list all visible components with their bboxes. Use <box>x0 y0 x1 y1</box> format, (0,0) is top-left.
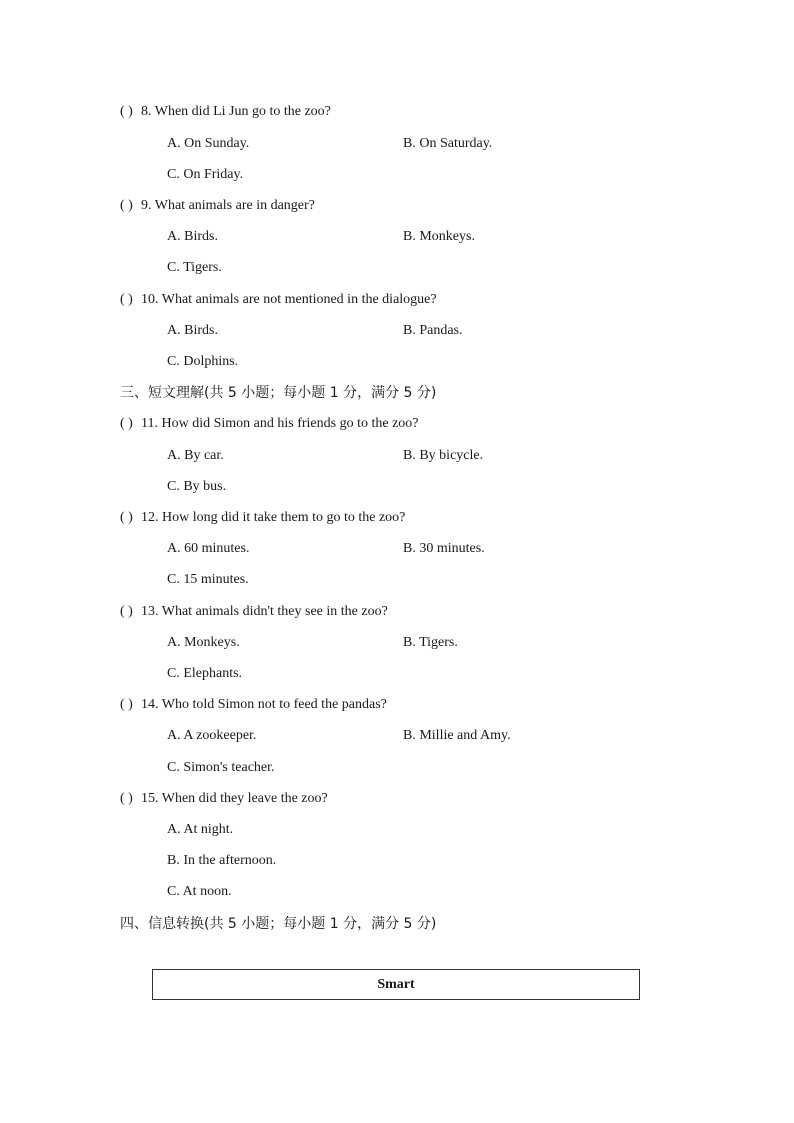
question-12-option-c: C. 15 minutes. <box>167 572 249 587</box>
question-9-stem <box>120 197 315 215</box>
question-8-stem <box>120 103 331 121</box>
answer-blank[interactable]: ( ) <box>120 198 133 213</box>
question-text: 15. When did they leave the zoo? <box>141 791 328 806</box>
question-11-option-b: B. By bicycle. <box>403 448 484 463</box>
question-13-option-a: A. Monkeys. <box>167 635 240 650</box>
question-15-option-b: B. In the afternoon. <box>167 853 277 868</box>
question-9-option-a: A. Birds. <box>167 229 218 244</box>
question-10-option-a: A. Birds. <box>167 323 218 338</box>
question-text: 12. How long did it take them to go to the zoo? <box>141 510 406 525</box>
question-text: 13. What animals didn't they see in the zoo? <box>141 604 388 619</box>
info-table-header <box>152 969 640 1000</box>
question-11-stem <box>120 415 419 433</box>
info-table-title: Smart <box>377 976 415 992</box>
question-text: 14. Who told Simon not to feed the pandas? <box>141 697 387 712</box>
question-14-option-c: C. Simon's teacher. <box>167 760 275 775</box>
question-8-option-c: C. On Friday. <box>167 167 244 182</box>
answer-blank[interactable]: ( ) <box>120 697 133 712</box>
question-15-stem <box>120 790 328 808</box>
question-14-option-a: A. A zookeeper. <box>167 728 257 743</box>
question-10-option-c: C. Dolphins. <box>167 354 239 369</box>
question-13-option-c: C. Elephants. <box>167 666 243 681</box>
question-12-option-a: A. 60 minutes. <box>167 541 250 556</box>
question-text: 10. What animals are not mentioned in the dialogue? <box>141 292 437 307</box>
question-9-option-c: C. Tigers. <box>167 260 222 275</box>
question-12-option-b: B. 30 minutes. <box>403 541 485 556</box>
answer-blank[interactable]: ( ) <box>120 510 133 525</box>
answer-blank[interactable]: ( ) <box>120 104 133 119</box>
question-14-option-b: B. Millie and Amy. <box>403 728 511 743</box>
answer-blank[interactable]: ( ) <box>120 791 133 806</box>
answer-blank[interactable]: ( ) <box>120 604 133 619</box>
question-15-option-c: C. At noon. <box>167 884 232 899</box>
question-13-option-b: B. Tigers. <box>403 635 458 650</box>
question-text: 8. When did Li Jun go to the zoo? <box>141 104 331 119</box>
section-3-heading: 三、短文理解(共 5 小题；每小题 1 分，满分 5 分) <box>120 385 437 401</box>
question-10-stem <box>120 291 437 309</box>
question-10-option-b: B. Pandas. <box>403 323 463 338</box>
answer-blank[interactable]: ( ) <box>120 416 133 431</box>
question-12-stem <box>120 509 405 527</box>
question-text: 11. How did Simon and his friends go to the zoo? <box>141 416 419 431</box>
question-11-option-a: A. By car. <box>167 448 224 463</box>
question-8-option-b: B. On Saturday. <box>403 136 493 151</box>
question-13-stem <box>120 603 388 621</box>
question-11-option-c: C. By bus. <box>167 479 227 494</box>
section-4-heading: 四、信息转换(共 5 小题；每小题 1 分，满分 5 分) <box>120 916 437 932</box>
question-15-option-a: A. At night. <box>167 822 234 837</box>
answer-blank[interactable]: ( ) <box>120 292 133 307</box>
question-9-option-b: B. Monkeys. <box>403 229 475 244</box>
question-8-option-a: A. On Sunday. <box>167 136 250 151</box>
question-14-stem <box>120 696 387 714</box>
question-text: 9. What animals are in danger? <box>141 198 315 213</box>
